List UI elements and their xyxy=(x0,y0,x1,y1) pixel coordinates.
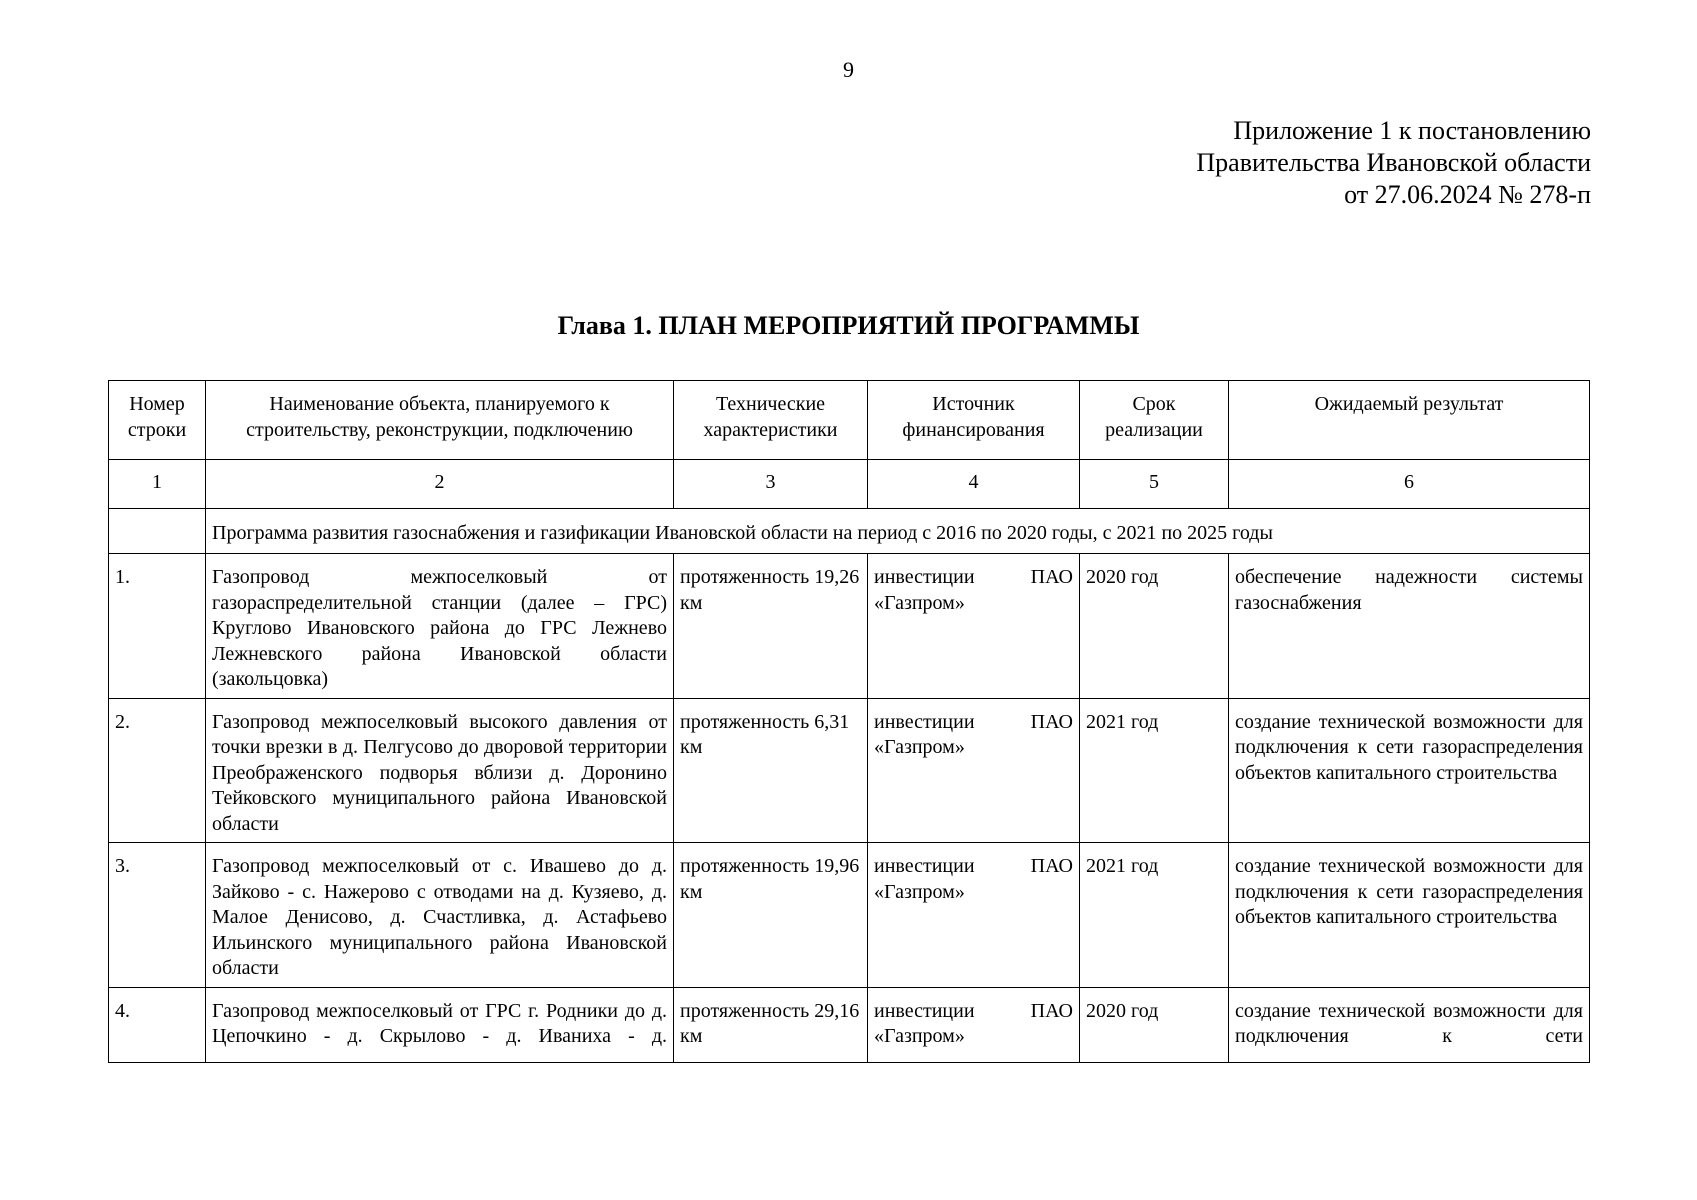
header-object-name: Наименование объекта, планируемого к строительству, реконструкции, подключению xyxy=(206,381,674,460)
funding-source xyxy=(868,554,1080,699)
column-number: 3 xyxy=(674,460,868,509)
column-number: 1 xyxy=(109,460,206,509)
funding-source-part: ПАО xyxy=(1030,710,1073,733)
header-expected-result: Ожидаемый результат xyxy=(1229,381,1590,460)
column-number: 4 xyxy=(868,460,1080,509)
funding-source-part: инвестиции xyxy=(874,999,975,1022)
row-number: 2. xyxy=(109,698,206,843)
expected-result: создание технической возможности для подключения к сети газораспределения объектов капитального строительства xyxy=(1229,843,1590,988)
object-name: Газопровод межпоселковый от газораспределительной станции (далее – ГРС) Круглово Ивановского района до ГРС Лежнево Лежневского района Ивановской области (закольцовка) xyxy=(206,554,674,699)
funding-source xyxy=(868,843,1080,988)
funding-source-part: инвестиции xyxy=(874,855,975,877)
funding-source xyxy=(868,698,1080,843)
funding-source-part: инвестиции xyxy=(874,710,975,733)
object-name: Газопровод межпоселковый от с. Ивашево до д. Зайково - с. Нажерово с отводами на д. Кузяево, д. Малое Денисово, д. Счастливка, д. Астафьево Ильинского муниципального района Ивановской области xyxy=(206,843,674,988)
term: 2020 год xyxy=(1080,554,1229,699)
table-header-row xyxy=(109,381,1590,460)
header-row-number: Номер строки xyxy=(109,381,206,460)
term: 2021 год xyxy=(1080,843,1229,988)
tech-specs: протяженность 6,31 км xyxy=(674,698,868,843)
funding-source-part: «Газпром» xyxy=(874,736,965,758)
tech-specs: протяженность 19,26 км xyxy=(674,554,868,699)
tech-specs: протяженность 29,16 км xyxy=(674,987,868,1062)
column-number: 6 xyxy=(1229,460,1590,509)
funding-source-part: «Газпром» xyxy=(874,1025,965,1047)
funding-source-part: инвестиции xyxy=(874,566,975,588)
expected-result: обеспечение надежности системы газоснабжения xyxy=(1229,554,1590,699)
funding-source-part: ПАО xyxy=(1030,999,1073,1022)
funding-source-part: «Газпром» xyxy=(874,880,965,903)
column-number: 5 xyxy=(1080,460,1229,509)
table-row xyxy=(109,843,1590,988)
page-number: 9 xyxy=(843,57,854,82)
funding-source xyxy=(868,987,1080,1062)
table-row xyxy=(109,987,1590,1062)
term: 2020 год xyxy=(1080,987,1229,1062)
program-title-row xyxy=(109,509,1590,554)
row-number: 3. xyxy=(109,843,206,988)
column-number: 2 xyxy=(206,460,674,509)
tech-specs: протяженность 19,96 км xyxy=(674,843,868,988)
appendix-line-2: Правительства Ивановской области xyxy=(1196,148,1591,177)
expected-result: создание технической возможности для подключения к сети xyxy=(1229,987,1590,1062)
empty-cell xyxy=(109,509,206,554)
appendix-line-3: от 27.06.2024 № 278-п xyxy=(1344,180,1591,209)
chapter-title: Глава 1. ПЛАН МЕРОПРИЯТИЙ ПРОГРАММЫ xyxy=(557,311,1140,340)
header-funding-source: Источник финансирования xyxy=(868,381,1080,460)
column-numbers-row xyxy=(109,460,1590,509)
header-tech-specs: Технические характеристики xyxy=(674,381,868,460)
object-name: Газопровод межпоселковый высокого давления от точки врезки в д. Пелгусово до дворовой территории Преображенского подворья вблизи д. Доронино Тейковского муниципального района Ивановской области xyxy=(206,698,674,843)
table-row xyxy=(109,698,1590,843)
appendix-line-1: Приложение 1 к постановлению xyxy=(1233,116,1591,145)
appendix-reference xyxy=(1196,115,1591,211)
funding-source-part: ПАО xyxy=(1030,855,1073,877)
term: 2021 год xyxy=(1080,698,1229,843)
header-term: Срок реализации xyxy=(1080,381,1229,460)
table-row xyxy=(109,554,1590,699)
action-plan-table xyxy=(108,380,1590,1063)
row-number: 4. xyxy=(109,987,206,1062)
funding-source-part: ПАО xyxy=(1030,566,1073,588)
program-title: Программа развития газоснабжения и газификации Ивановской области на период с 2016 по 2020 годы, с 2021 по 2025 годы xyxy=(206,509,1590,554)
funding-source-part: «Газпром» xyxy=(874,591,965,614)
expected-result: создание технической возможности для подключения к сети газораспределения объектов капитального строительства xyxy=(1229,698,1590,843)
row-number: 1. xyxy=(109,554,206,699)
object-name: Газопровод межпоселковый от ГРС г. Родники до д. Цепочкино - д. Скрылово - д. Иваниха - д. xyxy=(206,987,674,1062)
